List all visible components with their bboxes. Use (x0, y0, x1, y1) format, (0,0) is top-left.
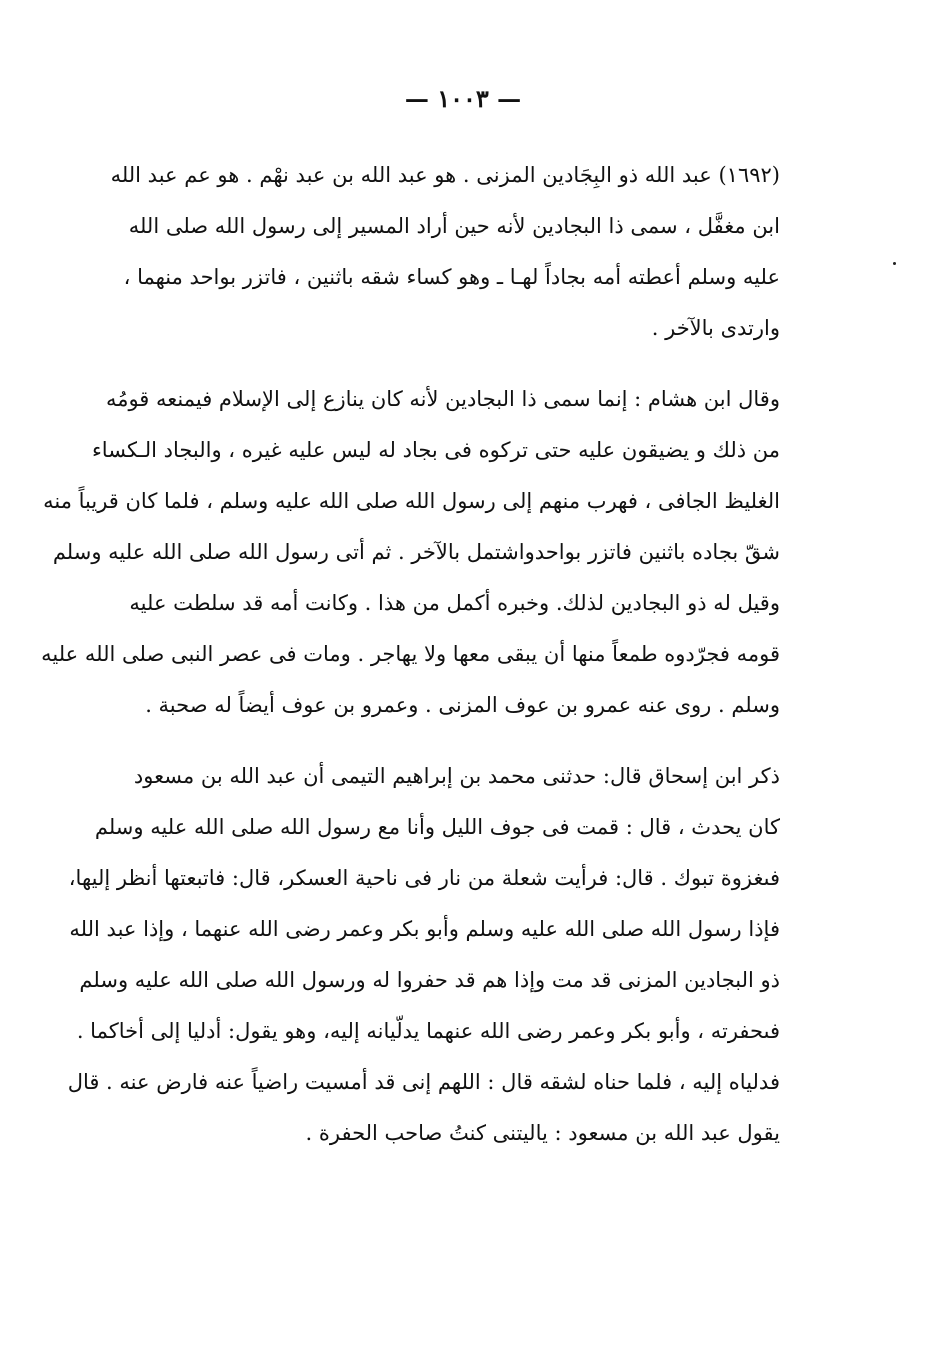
text-line: يقول عبد الله بن مسعود : ياليتنى كنتُ صاحب الحفرة . (305, 1121, 780, 1145)
page-number: — ١٠٠٣ — (404, 84, 522, 113)
paragraph-ibn-ishaq (67, 751, 780, 1159)
text-line: ذكر ابن إسحاق قال: حدثنى محمد بن إبراهيم التيمى أن عبد الله بن مسعود (133, 764, 780, 788)
text-line: فدلياه إليه ، فلما حناه لشقه قال : اللهم إنى قد أمسيت راضياً عنه فارض عنه . قال (67, 1070, 780, 1094)
text-line: ذو البجادين المزنى قد مت وإذا هم قد حفروا له ورسول الله صلى الله عليه وسلم (79, 968, 780, 992)
paragraph-ibn-hisham (41, 374, 780, 731)
text-line: وقيل له ذو البجادين لذلك. وخبره أكمل من هذا . وكانت أمه قد سلطت عليه (129, 591, 780, 615)
text-line: شقّ بجاده باثنين فاتزر بواحدواشتمل بالآخر . ثم أتى رسول الله صلى الله عليه وسلم (52, 540, 780, 564)
text-line: الغليظ الجافى ، فهرب منهم إلى رسول الله صلى الله عليه وسلم ، فلما كان قريباً منه (43, 489, 780, 513)
text-line: عليه وسلم أعطته أمه بجاداً لهـا ـ وهو كساء شقه باثنين ، فاتزر بواحد منهما ، (123, 265, 780, 289)
stray-mark (893, 262, 896, 265)
text-line: وقال ابن هشام : إنما سمى ذا البجادين لأنه كان ينازع إلى الإسلام فيمنعه قومُه (105, 387, 780, 411)
text-line: فإذا رسول الله صلى الله عليه وسلم وأبو بكر وعمر رضى الله عنهما ، وإذا عبد الله (69, 917, 780, 941)
paragraph-entry-1692 (110, 150, 780, 354)
text-line: ابن مغفَّل ، سمى ذا البجادين لأنه حين أراد المسير إلى رسول الله صلى الله (128, 214, 780, 238)
text-line: قومه فجرّدوه طمعاً منها أن يبقى معها ولا يهاجر . ومات فى عصر النبى صلى الله عليه (41, 642, 780, 666)
text-line: وارتدى بالآخر . (651, 316, 780, 340)
text-line: فىحفرته ، وأبو بكر وعمر رضى الله عنهما يدلّيانه إليه، وهو يقول: أدليا إلى أخاكما . (76, 1019, 780, 1043)
body-text (41, 150, 780, 1159)
text-line: فىغزوة تبوك . قال: فرأيت شعلة من نار فى ناحية العسكر، قال: فاتبعتها أنظر إليها، (68, 866, 780, 890)
text-line: من ذلك و يضيقون عليه حتى تركوه فى بجاد له ليس عليه غيره ، والبجاد الـكساء (91, 438, 780, 462)
text-line: وسلم . روى عنه عمرو بن عوف المزنى . وعمرو بن عوف أيضاً له صحبة . (145, 693, 780, 717)
text-line: (١٦٩٢) عبد الله ذو البِجَادين المزنى . هو عبد الله بن عبد نهْم . هو عم عبد الله (110, 163, 780, 187)
text-line: كان يحدث ، قال : قمت فى جوف الليل وأنا مع رسول الله صلى الله عليه وسلم (94, 815, 780, 839)
